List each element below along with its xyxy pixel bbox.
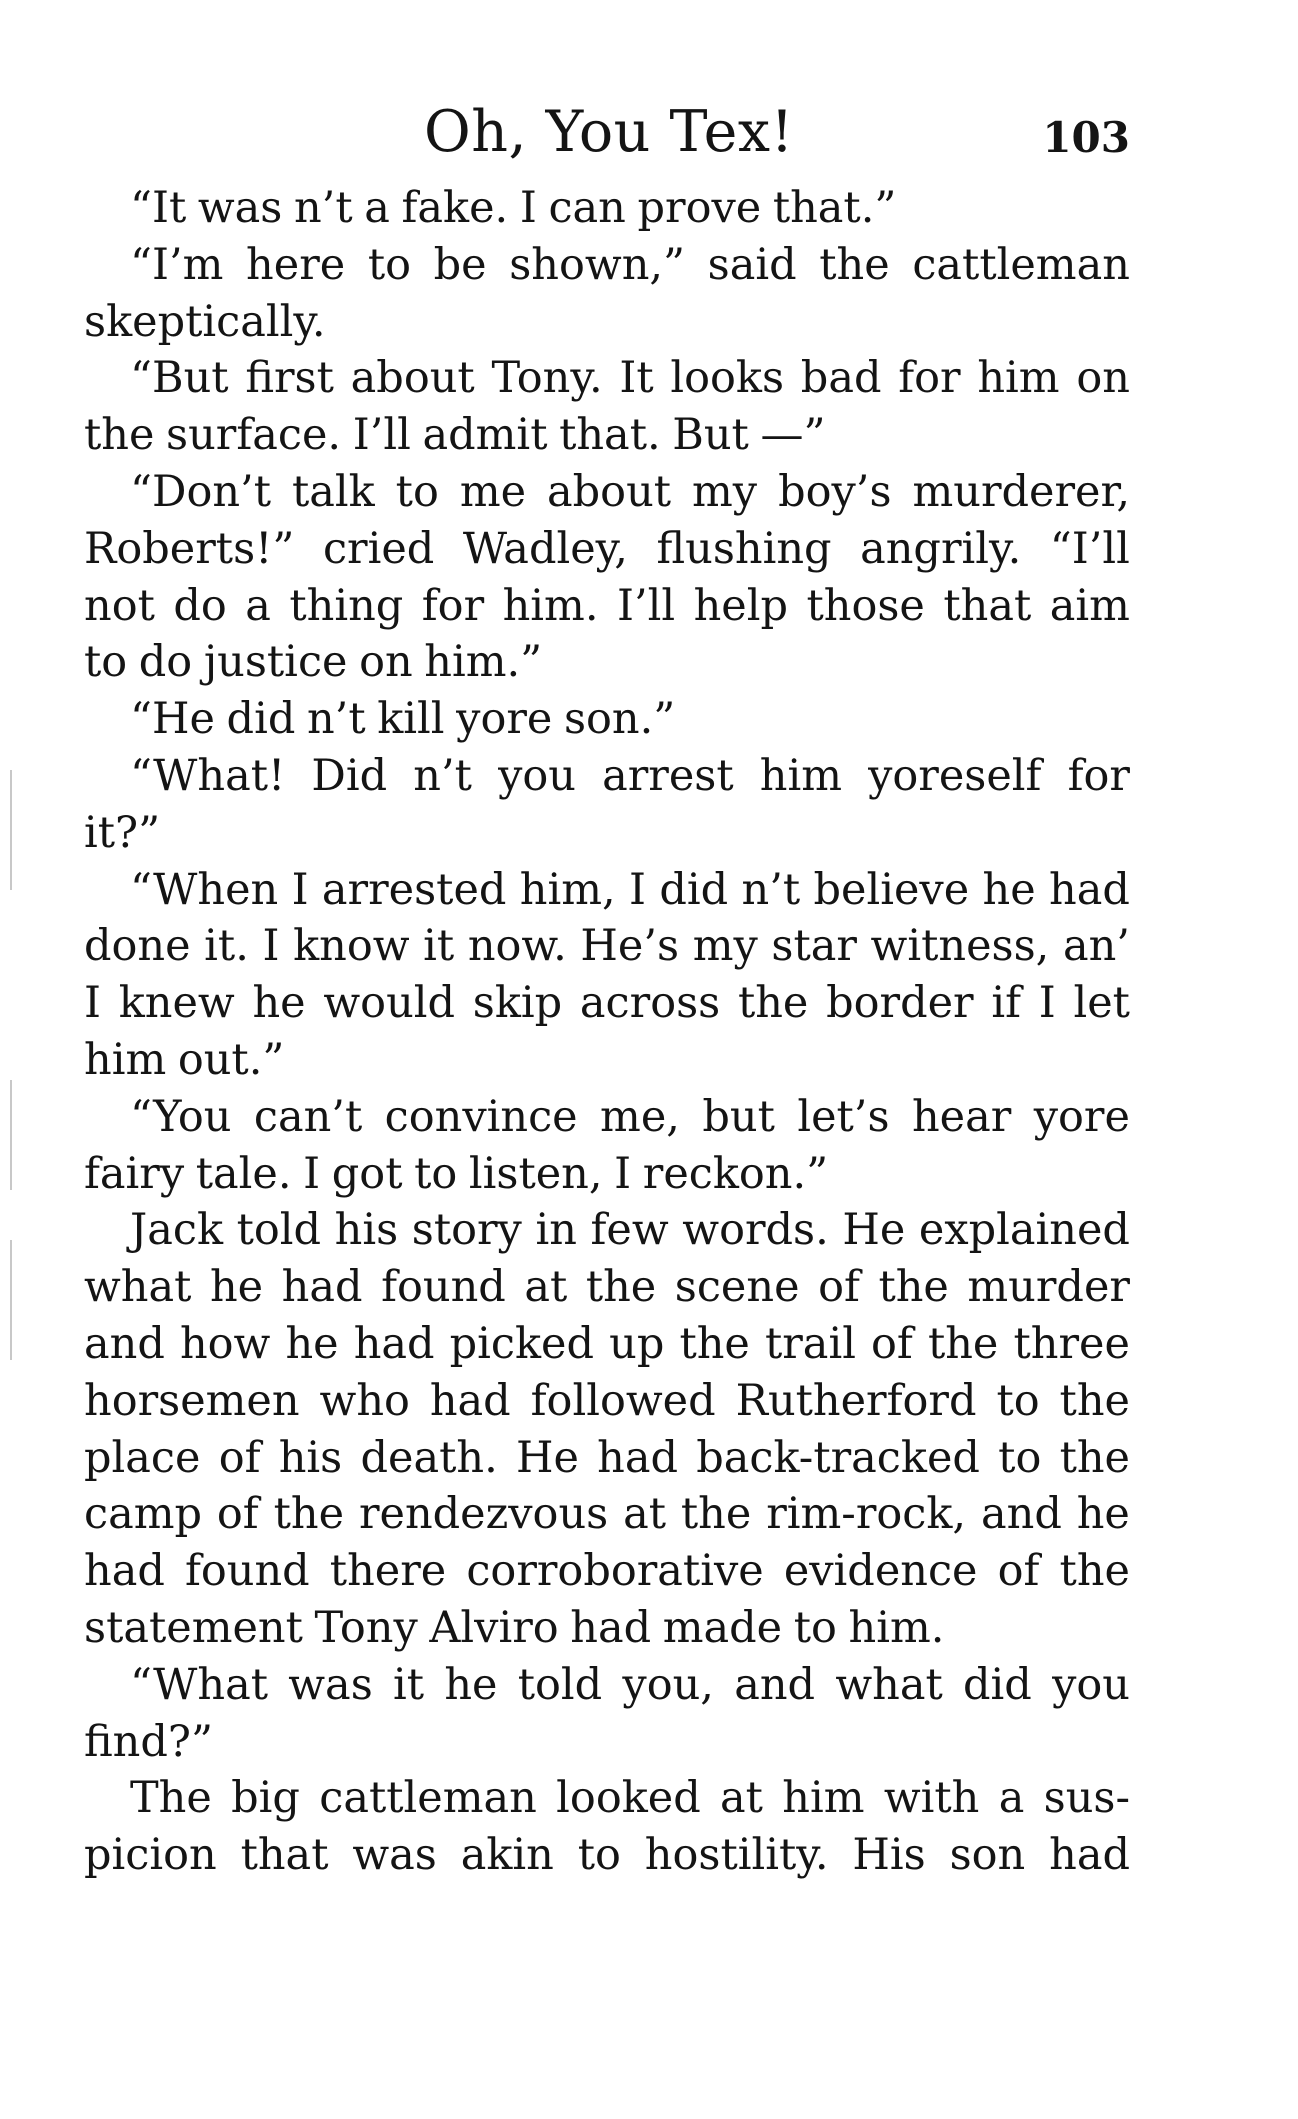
text-line: him out.” — [84, 1034, 285, 1085]
text-line: “When I arrested him, I did n’t believe he had — [130, 864, 1130, 915]
text-line: Roberts!” cried Wadley, flushing angrily. “I’ll — [84, 523, 1130, 574]
text-line: find?” — [84, 1716, 213, 1767]
text-line: “I’m here to be shown,” said the cattleman — [130, 239, 1130, 290]
text-line: the surface. I’ll admit that. But —” — [84, 410, 826, 461]
text-line: horsemen who had followed Rutherford to the — [84, 1375, 1130, 1426]
margin-mark — [10, 770, 12, 890]
text-line: “He did n’t kill yore son.” — [130, 694, 676, 745]
text-line: fairy tale. I got to listen, I reckon.” — [84, 1148, 829, 1199]
text-line: “Don’t talk to me about my boy’s murderer, — [130, 466, 1130, 517]
text-line: “You can’t convince me, but let’s hear yore — [130, 1091, 1130, 1142]
text-line: camp of the rendezvous at the rim-rock, and he — [84, 1489, 1130, 1540]
text-line: “What was it he told you, and what did you — [130, 1659, 1130, 1710]
text-line: The big cattleman looked at him with a sus- — [130, 1773, 1130, 1824]
text-line: picion that was akin to hostility. His son had — [84, 1830, 1130, 1881]
text-line: I knew he would skip across the border if I let — [84, 978, 1130, 1029]
text-line: statement Tony Alviro had made to him. — [84, 1602, 945, 1653]
text-line: it?” — [84, 807, 161, 858]
text-line: place of his death. He had back-tracked to the — [84, 1432, 1130, 1483]
text-line: Jack told his story in few words. He explained — [130, 1205, 1130, 1256]
text-line: “What! Did n’t you arrest him yoreself for — [130, 750, 1130, 801]
page-number: 103 — [1042, 113, 1130, 162]
text-line: “But first about Tony. It looks bad for him on — [130, 353, 1130, 404]
text-line: to do justice on him.” — [84, 637, 543, 688]
margin-mark — [10, 1240, 12, 1360]
text-line: had found there corroborative evidence of the — [84, 1546, 1130, 1597]
running-title: Oh, You Tex! — [424, 99, 794, 165]
page-header — [84, 92, 1130, 172]
text-line: not do a thing for him. I’ll help those that aim — [84, 580, 1130, 631]
text-line: done it. I know it now. He’s my star witness, an’ — [84, 921, 1130, 972]
text-line: and how he had picked up the trail of the three — [84, 1318, 1130, 1369]
text-line: skeptically. — [84, 296, 326, 347]
text-line: what he had found at the scene of the murder — [84, 1262, 1130, 1313]
body-text — [84, 180, 1130, 1884]
text-line: “It was n’t a fake. I can prove that.” — [130, 183, 897, 233]
margin-mark — [10, 1080, 12, 1190]
